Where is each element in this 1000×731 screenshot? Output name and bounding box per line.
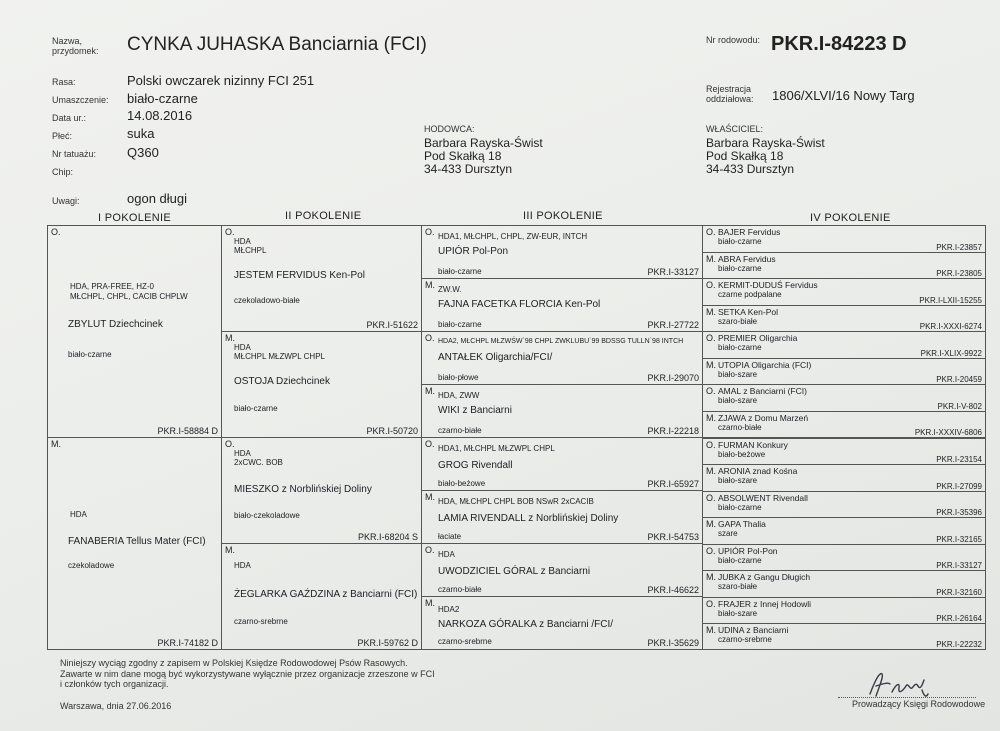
cell-name: FRAJER z Innej Hodowli [718,598,812,609]
cell-position: O. [225,439,235,449]
gen1-cell [47,225,222,438]
sex-label: Płeć: [52,131,73,141]
gen4-cell [702,305,986,333]
registration-label-2: oddziałowa: [706,94,754,104]
cell-reg: PKR.I-35629 [647,638,699,648]
gen4-cell [702,570,986,598]
cell-name: ŻEGLARKA GAŹDZINA z Banciarni (FCI) [234,589,418,600]
cell-name: UPIÓR Pol-Pon [718,545,778,556]
cell-reg: PKR.I-35396 [936,508,982,518]
cell-name: JESTEM FERVIDUS Ken-Pol [234,270,365,281]
name-label-1: Nazwa, [52,36,83,46]
generation-header-3: III POKOLENIE [523,210,603,222]
cell-name: MIESZKO z Norblińskiej Doliny [234,484,372,495]
gen3-cell [421,278,703,332]
cell-reg: PKR.I-59762 D [357,638,418,648]
cell-reg: PKR.I-58884 D [157,426,218,436]
cell-titles: HDA, PRA-FREE, HZ-0 [70,282,155,291]
breeder-line: Barbara Rayska-Świst [424,136,543,150]
cell-color: biało-czarne [718,263,762,273]
cell-position: O. [425,333,435,343]
cell-name: ANTAŁEK Oligarchia/FCI/ [438,352,553,363]
color-value: biało-czarne [127,91,198,106]
cell-name: UTOPIA Oligarchia (FCI) [718,359,812,370]
cell-color: czarno-srebrne [718,635,772,645]
cell-titles: HDA [234,343,251,352]
reg-number: PKR.I-84223 D [771,33,907,55]
chip-label: Chip: [52,167,74,177]
cell-color: biało-beżowe [718,449,766,459]
cell-reg: PKR.I-27099 [936,481,982,491]
cell-position: O. [706,386,716,397]
breeder-line: Pod Skałką 18 [424,149,502,163]
cell-position: M. [706,359,716,370]
disclaimer [60,658,435,690]
cell-titles: HDA [438,550,455,559]
cell-color: biało-czarne [438,267,482,276]
cell-color: szaro-białe [718,316,758,326]
cell-name: KERMIT-DUDUŚ Fervidus [718,280,818,291]
cell-titles: MŁCHPL, CHPL, CACIB CHPLW [70,292,188,301]
cell-name: LAMIA RIVENDALL z Norblińskiej Doliny [438,513,619,524]
cell-position: O. [51,227,61,237]
cell-color: biało-czarne [234,404,278,413]
cell-position: M. [425,598,435,608]
reg-label: Nr rodowodu: [706,35,761,45]
cell-reg: PKR.I-V-802 [937,401,982,411]
cell-reg: PKR.I-54753 [647,532,699,542]
cell-reg: PKR.I-XLIX-9922 [920,348,982,358]
cell-color: czarne podpalane [718,290,782,300]
cell-position: M. [706,519,716,530]
owner-line: Pod Skałką 18 [706,149,784,163]
cell-position: M. [425,492,435,502]
cell-reg: PKR.I-LXII-15255 [919,295,982,305]
cell-reg: PKR.I-50720 [366,426,418,436]
gen3-cell [421,331,703,385]
gen4-cell [702,252,986,280]
owner-address [706,137,825,176]
gen3-cell [421,225,703,279]
cell-name: NARKOZA GÓRALKA z Banciarni /FCI/ [438,619,614,630]
cell-name: UPIÓR Pol-Pon [438,246,509,257]
cell-reg: PKR.I-22218 [647,426,699,436]
gen4-cell [702,623,986,650]
breeder-address [424,137,543,176]
cell-color: biało-czekoladowe [234,511,300,520]
cell-position: O. [706,227,716,237]
cell-name: UWODZICIEL GÓRAL z Banciarni [438,566,591,577]
pedigree-grid [47,225,986,650]
cell-color: biało-szare [718,369,758,379]
cell-color: biało-szare [718,608,758,618]
cell-color: czarno-białe [438,585,482,594]
gen4-cell [702,384,986,412]
gen3-cell [421,596,703,650]
cell-name: WIKI z Banciarni [438,405,512,416]
gen3-cell [421,490,703,544]
cell-titles: HDA2, MŁCHPL MŁZWŚW`98 CHPL ZWKLUBU`99 BDSSG TULLN`98 INTCH [438,338,684,345]
cell-titles: HDA1, MŁCHPL, CHPL, ZW-EUR, INTCH [438,232,588,241]
dob-value: 14.08.2016 [127,108,193,123]
cell-reg: PKR.I-23805 [936,269,982,279]
cell-position: O. [425,545,435,555]
gen2-cell [221,437,422,544]
generation-header-4: IV POKOLENIE [810,212,891,224]
cell-reg: PKR.I-26164 [936,614,982,624]
cell-color: szaro-białe [718,582,758,592]
signature-title: Prowadzący Księgi Rodowodowe [852,699,986,709]
cell-color: biało-beżowe [438,479,486,488]
cell-reg: PKR.I-XXXIV-6806 [914,428,982,438]
disclaimer-line: Zawarte w nim dane mogą być wykorzystywane wyłącznie przez organizacje zrzeszone w FCI [60,668,435,679]
cell-position: O. [225,227,235,237]
cell-color: czarno-białe [438,426,482,435]
cell-position: M. [51,439,61,449]
disclaimer-line: i członków tych organizacji. [60,679,169,689]
cell-titles: ZW.W. [438,285,462,294]
cell-position: M. [225,545,235,555]
cell-name: ZBYLUT Dziechcinek [68,319,163,330]
cell-reg: PKR.I-46622 [647,585,699,595]
cell-reg: PKR.I-27722 [647,320,699,330]
cell-position: O. [706,545,716,556]
notes-value: ogon długi [127,191,187,206]
cell-name: ABSOLWENT Rivendall [718,492,808,503]
cell-name: ARONIA znad Kośna [718,466,798,477]
registration-value: 1806/XLVI/16 Nowy Targ [772,88,915,103]
cell-name: PREMIER Oligarchia [718,333,798,344]
generation-header-1: I POKOLENIE [98,212,171,224]
tattoo-label: Nr tatuażu: [52,149,97,159]
cell-color: biało-czarne [718,502,762,512]
gen4-cell [702,544,986,572]
cell-reg: PKR.I-32165 [936,534,982,544]
cell-name: ZJAWA z Domu Marzeń [718,412,809,423]
cell-color: czekoladowo-białe [234,296,300,305]
cell-titles: HDA, ZWW [438,391,480,400]
cell-color: czekoladowe [68,561,115,570]
registration-label-1: Rejestracja [706,84,752,94]
cell-reg: PKR.I-33127 [936,561,982,571]
cell-position: M. [706,306,716,317]
cell-position: M. [706,625,716,636]
cell-position: O. [425,439,435,449]
cell-color: biało-czarne [718,555,762,565]
breeder-line: 34-433 Dursztyn [424,162,513,176]
owner-line: 34-433 Dursztyn [706,162,795,176]
cell-name: OSTOJA Dziechcinek [234,376,330,387]
cell-color: biało-płowe [438,373,479,382]
cell-name: GROG Rivendall [438,460,513,471]
gen4-cell [702,597,986,625]
cell-titles: 2xCWC. BOB [234,458,283,467]
cell-color: biało-czarne [718,343,762,353]
gen4-cell [702,517,986,545]
cell-name: SETKA Ken-Pol [718,306,779,317]
cell-position: M. [425,280,435,290]
cell-titles: HDA [70,510,87,519]
dob-label: Data ur.: [52,113,87,123]
cell-name: ABRA Fervidus [718,253,776,264]
cell-color: biało-czarne [718,237,762,246]
cell-color: czarno-srebrne [234,617,288,626]
cell-position: M. [225,333,235,343]
cell-name: FURMAN Konkury [718,439,788,450]
gen4-cell [702,225,986,253]
cell-titles: MŁCHPL [234,246,267,255]
cell-color: biało-czarne [438,320,482,329]
cell-name: FANABERIA Tellus Mater (FCI) [68,536,206,547]
cell-reg: PKR.I-XXXI-6274 [919,322,982,332]
cell-titles: HDA1, MŁCHPL MŁZWPL CHPL [438,444,555,453]
cell-position: M. [706,412,716,423]
cell-position: O. [706,280,716,291]
cell-reg: PKR.I-23154 [936,455,982,465]
sex-value: suka [127,126,155,141]
color-label: Umaszczenie: [52,95,109,105]
cell-position: O. [425,227,435,237]
cell-name: GAPA Thalia [718,519,766,530]
signature-line [838,697,976,698]
cell-color: czarno-srebrne [438,637,492,646]
gen4-cell [702,411,986,439]
cell-position: O. [706,492,716,503]
cell-reg: PKR.I-20459 [936,375,982,385]
owner-label: WŁAŚCICIEL: [706,124,764,134]
dog-name: CYNKA JUHASKA Banciarnia (FCI) [127,34,427,55]
cell-reg: PKR.I-74182 D [157,638,218,648]
issue-date: Warszawa, dnia 27.06.2016 [60,701,172,711]
cell-position: M. [706,466,716,477]
gen3-cell [421,437,703,491]
gen3-cell [421,384,703,438]
disclaimer-line: Niniejszy wyciąg zgodny z zapisem w Polskiej Księdze Rodowodowej Psów Rasowych. [60,658,408,668]
cell-titles: HDA, MŁCHPL CHPL BOB NSwR 2xCACIB [438,497,594,506]
cell-reg: PKR.I-23857 [936,242,982,252]
cell-position: O. [706,439,716,450]
breed-value: Polski owczarek nizinny FCI 251 [127,73,315,88]
gen2-cell [221,225,422,332]
generation-header-2: II POKOLENIE [285,210,362,222]
cell-name: AMAL z Banciarni (FCI) [718,386,807,397]
gen2-cell [221,331,422,438]
gen4-cell [702,278,986,306]
notes-label: Uwagi: [52,196,80,206]
cell-titles: HDA2 [438,605,460,614]
cell-color: biało-szare [718,476,758,486]
gen4-cell [702,358,986,386]
cell-name: FAJNA FACETKA FLORCIA Ken-Pol [438,299,601,310]
gen4-cell [702,491,986,519]
cell-position: O. [706,333,716,344]
cell-titles: HDA [234,449,251,458]
cell-reg: PKR.I-65927 [647,479,699,489]
tattoo-value: Q360 [127,145,159,160]
cell-reg: PKR.I-22232 [936,639,982,649]
gen1-cell [47,437,222,650]
cell-reg: PKR.I-29070 [647,373,699,383]
cell-name: BAJER Fervidus [718,227,781,237]
cell-color: biało-szare [718,396,758,406]
cell-titles: MŁCHPL MŁZWPL CHPL [234,352,325,361]
gen3-cell [421,543,703,597]
gen4-cell [702,331,986,359]
breed-label: Rasa: [52,77,76,87]
name-label-2: przydomek: [52,46,99,56]
cell-reg: PKR.I-51622 [366,320,418,330]
cell-titles: HDA [234,561,251,570]
cell-color: czarno-białe [718,422,762,432]
cell-position: O. [706,598,716,609]
cell-name: JUBKA z Gangu Długich [718,572,811,583]
gen4-cell [702,438,986,466]
cell-color: łaciate [438,532,462,541]
gen4-cell [702,464,986,492]
cell-color: szare [718,529,738,539]
gen2-cell [221,543,422,650]
owner-line: Barbara Rayska-Świst [706,136,825,150]
cell-reg: PKR.I-33127 [647,267,699,277]
cell-reg: PKR.I-32160 [936,587,982,597]
cell-name: UDINA z Banciarni [718,625,789,636]
cell-position: M. [425,386,435,396]
cell-position: M. [706,572,716,583]
cell-reg: PKR.I-68204 S [357,532,418,542]
breeder-label: HODOWCA: [424,124,475,134]
cell-titles: HDA [234,237,251,246]
cell-position: M. [706,253,716,264]
cell-color: biało-czarne [68,350,112,359]
